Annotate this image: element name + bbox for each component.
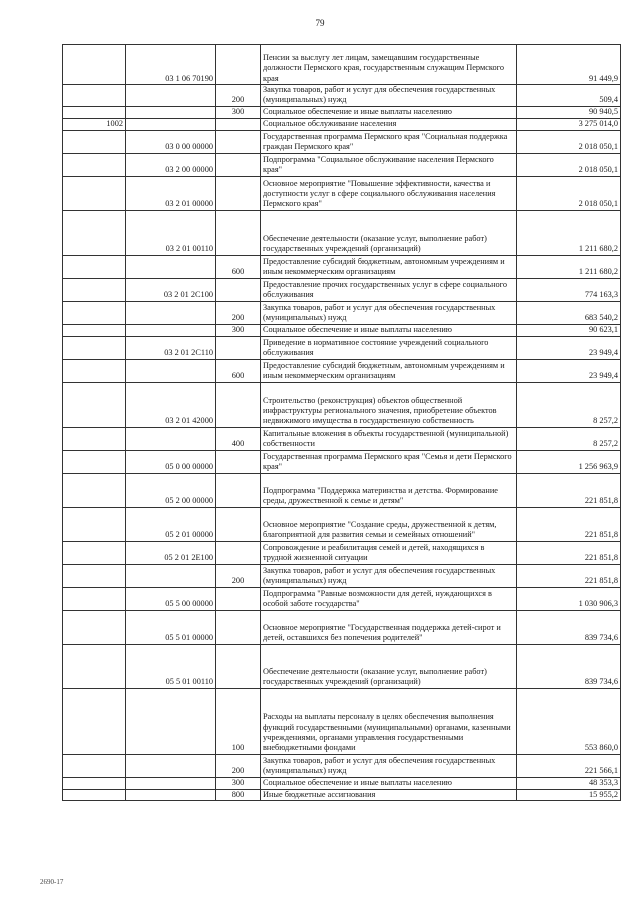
cell-name: Предоставление прочих государственных услуг в сфере социального обслуживания bbox=[261, 278, 517, 301]
table-row bbox=[63, 301, 621, 324]
cell-article bbox=[126, 754, 216, 777]
cell-article bbox=[126, 255, 216, 278]
cell-article: 03 1 06 70190 bbox=[126, 45, 216, 85]
cell-vr bbox=[216, 45, 261, 85]
cell-sum: 1 256 963,9 bbox=[517, 450, 621, 473]
cell-vr bbox=[216, 118, 261, 130]
cell-section bbox=[63, 176, 126, 210]
cell-sum: 90 623,1 bbox=[517, 324, 621, 336]
cell-article bbox=[126, 106, 216, 118]
cell-sum: 774 163,3 bbox=[517, 278, 621, 301]
cell-vr: 400 bbox=[216, 427, 261, 450]
cell-sum: 221 851,8 bbox=[517, 473, 621, 507]
cell-section bbox=[63, 688, 126, 754]
cell-vr: 200 bbox=[216, 85, 261, 107]
cell-vr bbox=[216, 153, 261, 176]
table-row bbox=[63, 382, 621, 427]
table-row bbox=[63, 45, 621, 85]
cell-article bbox=[126, 118, 216, 130]
cell-article: 03 2 00 00000 bbox=[126, 153, 216, 176]
cell-section bbox=[63, 450, 126, 473]
cell-section bbox=[63, 473, 126, 507]
cell-article: 05 2 00 00000 bbox=[126, 473, 216, 507]
cell-sum: 683 540,2 bbox=[517, 301, 621, 324]
cell-article: 05 5 01 00110 bbox=[126, 644, 216, 688]
table-row bbox=[63, 688, 621, 754]
cell-article: 05 2 01 00000 bbox=[126, 507, 216, 541]
table-row bbox=[63, 85, 621, 107]
budget-table bbox=[62, 44, 621, 801]
cell-name: Закупка товаров, работ и услуг для обеспечения государственных (муниципальных) нужд bbox=[261, 564, 517, 587]
cell-sum: 221 566,1 bbox=[517, 754, 621, 777]
cell-sum: 91 449,9 bbox=[517, 45, 621, 85]
cell-vr bbox=[216, 610, 261, 644]
cell-sum: 90 940,5 bbox=[517, 106, 621, 118]
cell-article bbox=[126, 301, 216, 324]
cell-article bbox=[126, 427, 216, 450]
cell-name: Предоставление субсидий бюджетным, автономным учреждениям и иным некоммерческим организациям bbox=[261, 255, 517, 278]
cell-vr bbox=[216, 587, 261, 610]
cell-vr: 600 bbox=[216, 359, 261, 382]
cell-article: 03 2 01 2С110 bbox=[126, 336, 216, 359]
cell-vr bbox=[216, 644, 261, 688]
cell-vr bbox=[216, 176, 261, 210]
cell-vr bbox=[216, 278, 261, 301]
cell-sum: 221 851,8 bbox=[517, 564, 621, 587]
cell-name: Основное мероприятие "Создание среды, дружественной к детям, благоприятной для развития семьи и семейных отношений" bbox=[261, 507, 517, 541]
cell-section bbox=[63, 541, 126, 564]
cell-sum: 2 018 050,1 bbox=[517, 130, 621, 153]
cell-name: Подпрограмма "Социальное обслуживание населения Пермского края" bbox=[261, 153, 517, 176]
cell-name: Закупка товаров, работ и услуг для обеспечения государственных (муниципальных) нужд bbox=[261, 85, 517, 107]
table-row bbox=[63, 450, 621, 473]
cell-section bbox=[63, 278, 126, 301]
cell-section bbox=[63, 301, 126, 324]
cell-name: Социальное обеспечение и иные выплаты населению bbox=[261, 777, 517, 789]
cell-name: Социальное обслуживание населения bbox=[261, 118, 517, 130]
cell-article bbox=[126, 564, 216, 587]
cell-section bbox=[63, 754, 126, 777]
cell-vr bbox=[216, 336, 261, 359]
cell-section bbox=[63, 130, 126, 153]
cell-sum: 15 955,2 bbox=[517, 789, 621, 800]
cell-section bbox=[63, 789, 126, 800]
cell-section bbox=[63, 324, 126, 336]
cell-sum: 2 018 050,1 bbox=[517, 176, 621, 210]
cell-section bbox=[63, 644, 126, 688]
cell-name: Расходы на выплаты персоналу в целях обеспечения выполнения функций государственными (муниципальными) органами, казенными учреждениями, органами управления государственными внебюджетными фондами bbox=[261, 688, 517, 754]
cell-name: Подпрограмма "Равные возможности для детей, нуждающихся в особой заботе государства" bbox=[261, 587, 517, 610]
cell-name: Социальное обеспечение и иные выплаты населению bbox=[261, 106, 517, 118]
cell-sum: 8 257,2 bbox=[517, 427, 621, 450]
table-row bbox=[63, 427, 621, 450]
cell-article bbox=[126, 359, 216, 382]
page-number: 79 bbox=[315, 18, 325, 28]
cell-name: Обеспечение деятельности (оказание услуг, выполнение работ) государственных учреждений (организаций) bbox=[261, 210, 517, 255]
cell-sum: 509,4 bbox=[517, 85, 621, 107]
table-row bbox=[63, 153, 621, 176]
table-row bbox=[63, 176, 621, 210]
cell-name: Государственная программа Пермского края "Социальная поддержка граждан Пермского края" bbox=[261, 130, 517, 153]
cell-article: 05 5 01 00000 bbox=[126, 610, 216, 644]
cell-article: 03 2 01 00000 bbox=[126, 176, 216, 210]
cell-sum: 3 275 014,0 bbox=[517, 118, 621, 130]
cell-vr: 200 bbox=[216, 754, 261, 777]
table-row bbox=[63, 541, 621, 564]
cell-name: Социальное обеспечение и иные выплаты населению bbox=[261, 324, 517, 336]
cell-vr: 100 bbox=[216, 688, 261, 754]
cell-vr bbox=[216, 382, 261, 427]
cell-section bbox=[63, 45, 126, 85]
cell-section bbox=[63, 359, 126, 382]
cell-name: Обеспечение деятельности (оказание услуг, выполнение работ) государственных учреждений (организаций) bbox=[261, 644, 517, 688]
cell-name: Основное мероприятие "Государственная поддержка детей-сирот и детей, оставшихся без попечения родителей" bbox=[261, 610, 517, 644]
cell-sum: 839 734,6 bbox=[517, 644, 621, 688]
cell-article: 05 0 00 00000 bbox=[126, 450, 216, 473]
cell-section bbox=[63, 210, 126, 255]
cell-sum: 23 949,4 bbox=[517, 336, 621, 359]
cell-sum: 48 353,3 bbox=[517, 777, 621, 789]
cell-section bbox=[63, 106, 126, 118]
cell-sum: 839 734,6 bbox=[517, 610, 621, 644]
cell-vr: 300 bbox=[216, 324, 261, 336]
cell-article bbox=[126, 777, 216, 789]
cell-vr: 200 bbox=[216, 564, 261, 587]
table-row bbox=[63, 336, 621, 359]
cell-sum: 221 851,8 bbox=[517, 541, 621, 564]
cell-section bbox=[63, 336, 126, 359]
cell-sum: 1 030 906,3 bbox=[517, 587, 621, 610]
cell-name: Иные бюджетные ассигнования bbox=[261, 789, 517, 800]
cell-article bbox=[126, 688, 216, 754]
cell-section bbox=[63, 85, 126, 107]
table-row bbox=[63, 610, 621, 644]
table-row bbox=[63, 777, 621, 789]
cell-name: Закупка товаров, работ и услуг для обеспечения государственных (муниципальных) нужд bbox=[261, 754, 517, 777]
cell-article bbox=[126, 324, 216, 336]
cell-name: Закупка товаров, работ и услуг для обеспечения государственных (муниципальных) нужд bbox=[261, 301, 517, 324]
table-row bbox=[63, 564, 621, 587]
cell-name: Предоставление субсидий бюджетным, автономным учреждениям и иным некоммерческим организациям bbox=[261, 359, 517, 382]
cell-name: Пенсии за выслугу лет лицам, замещавшим государственные должности Пермского края, государственным служащим Пермского края bbox=[261, 45, 517, 85]
table-row bbox=[63, 210, 621, 255]
table-row bbox=[63, 255, 621, 278]
cell-section bbox=[63, 564, 126, 587]
cell-name: Строительство (реконструкция) объектов общественной инфраструктуры регионального значения, приобретение объектов недвижимого имущества в государственную собственность bbox=[261, 382, 517, 427]
cell-vr: 800 bbox=[216, 789, 261, 800]
cell-sum: 221 851,8 bbox=[517, 507, 621, 541]
cell-section bbox=[63, 382, 126, 427]
table-row bbox=[63, 644, 621, 688]
cell-vr: 300 bbox=[216, 106, 261, 118]
budget-table-body bbox=[63, 45, 621, 801]
cell-sum: 1 211 680,2 bbox=[517, 255, 621, 278]
cell-name: Приведение в нормативное состояние учреждений социального обслуживания bbox=[261, 336, 517, 359]
table-row bbox=[63, 106, 621, 118]
table-row bbox=[63, 130, 621, 153]
cell-vr: 600 bbox=[216, 255, 261, 278]
cell-sum: 2 018 050,1 bbox=[517, 153, 621, 176]
cell-article bbox=[126, 85, 216, 107]
cell-sum: 553 860,0 bbox=[517, 688, 621, 754]
table-row bbox=[63, 507, 621, 541]
cell-vr: 300 bbox=[216, 777, 261, 789]
cell-article: 03 2 01 00110 bbox=[126, 210, 216, 255]
footer-code: 2690-17 bbox=[40, 878, 64, 886]
cell-article: 05 5 00 00000 bbox=[126, 587, 216, 610]
table-row bbox=[63, 754, 621, 777]
cell-vr bbox=[216, 507, 261, 541]
table-row bbox=[63, 359, 621, 382]
cell-vr bbox=[216, 541, 261, 564]
cell-article: 03 0 00 00000 bbox=[126, 130, 216, 153]
cell-vr bbox=[216, 473, 261, 507]
cell-vr: 200 bbox=[216, 301, 261, 324]
cell-section bbox=[63, 153, 126, 176]
cell-name: Государственная программа Пермского края "Семья и дети Пермского края" bbox=[261, 450, 517, 473]
cell-article: 05 2 01 2Е100 bbox=[126, 541, 216, 564]
table-row bbox=[63, 118, 621, 130]
cell-section bbox=[63, 507, 126, 541]
cell-name: Основное мероприятие "Повышение эффективности, качества и доступности услуг в сфере социального обслуживания населения Пермского края" bbox=[261, 176, 517, 210]
table-row bbox=[63, 473, 621, 507]
cell-vr bbox=[216, 210, 261, 255]
cell-section bbox=[63, 587, 126, 610]
cell-article: 03 2 01 2С100 bbox=[126, 278, 216, 301]
cell-section bbox=[63, 255, 126, 278]
cell-article: 03 2 01 42000 bbox=[126, 382, 216, 427]
cell-vr bbox=[216, 450, 261, 473]
table-row bbox=[63, 324, 621, 336]
cell-section bbox=[63, 777, 126, 789]
table-row bbox=[63, 278, 621, 301]
cell-sum: 23 949,4 bbox=[517, 359, 621, 382]
cell-name: Капитальные вложения в объекты государственной (муниципальной) собственности bbox=[261, 427, 517, 450]
cell-article bbox=[126, 789, 216, 800]
table-row bbox=[63, 789, 621, 800]
cell-sum: 8 257,2 bbox=[517, 382, 621, 427]
cell-section: 1002 bbox=[63, 118, 126, 130]
cell-name: Сопровождение и реабилитация семей и детей, находящихся в трудной жизненной ситуации bbox=[261, 541, 517, 564]
cell-vr bbox=[216, 130, 261, 153]
cell-section bbox=[63, 610, 126, 644]
cell-section bbox=[63, 427, 126, 450]
cell-sum: 1 211 680,2 bbox=[517, 210, 621, 255]
cell-name: Подпрограмма "Поддержка материнства и детства. Формирование среды, дружественной к семье и детям" bbox=[261, 473, 517, 507]
table-row bbox=[63, 587, 621, 610]
